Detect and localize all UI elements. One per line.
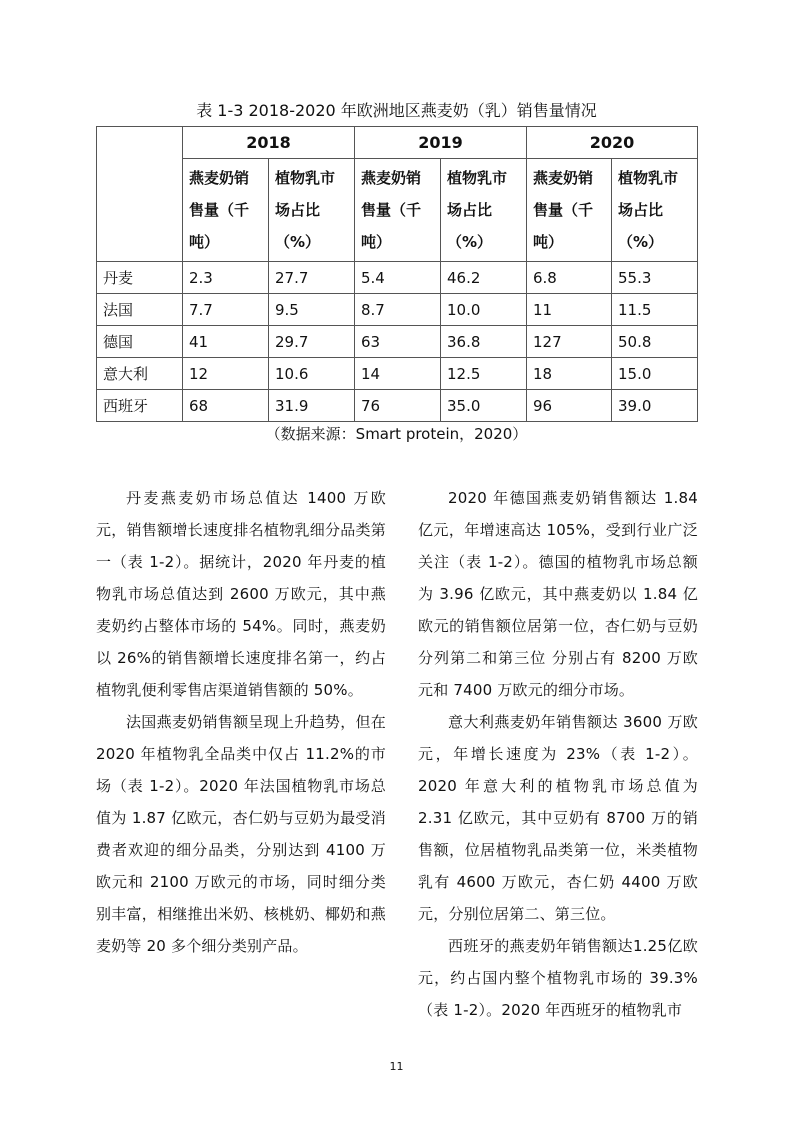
table-header-metrics: [97, 159, 698, 262]
value-cell: 9.5: [269, 294, 355, 326]
value-cell: 15.0: [612, 358, 698, 390]
paragraph-germany: 2020 年德国燕麦奶销售额达 1.84 亿元，年增速高达 105%，受到行业广泛关注（表 1-2）。德国的植物乳市场总额为 3.96 亿欧元，其中燕麦奶以 1.84 亿欧元的销售额位居第一位，杏仁奶与豆奶分列第二和第三位 分别占有 8200 万欧元和 7400 万欧元的细分市场。: [418, 489, 698, 699]
value-cell: 50.8: [612, 326, 698, 358]
value-cell: 27.7: [269, 262, 355, 294]
value-cell: 36.8: [441, 326, 527, 358]
year-header: 2018: [183, 127, 355, 159]
paragraph-france: 法国燕麦奶销售额呈现上升趋势，但在 2020 年植物乳全品类中仅占 11.2%的市场（表 1-2）。2020 年法国植物乳市场总值为 1.87 亿欧元，杏仁奶与豆奶为最受消费者欢迎的细分品类，分别达到 4100 万欧元和 2100 万欧元的市场，同时细分类别丰富，相继推出米奶、核桃奶、椰奶和燕麦奶等 20 多个细分类别产品。: [96, 713, 386, 955]
country-cell: 丹麦: [97, 262, 183, 294]
paragraph-spain: 西班牙的燕麦奶年销售额达1.25亿欧元，约占国内整个植物乳市场的 39.3%（表 1-2）。2020 年西班牙的植物乳市: [418, 937, 698, 1019]
table-row: [97, 326, 698, 358]
table-corner-cell: [97, 127, 183, 262]
value-cell: 8.7: [355, 294, 441, 326]
value-cell: 55.3: [612, 262, 698, 294]
value-cell: 12: [183, 358, 269, 390]
year-header: 2019: [355, 127, 527, 159]
page-number: 11: [389, 1060, 404, 1073]
value-cell: 2.3: [183, 262, 269, 294]
country-cell: 西班牙: [97, 390, 183, 422]
sales-volume-header: 燕麦奶销 售量（千 吨）: [355, 159, 441, 262]
value-cell: 10.0: [441, 294, 527, 326]
sales-volume-header: 燕麦奶销 售量（千 吨）: [183, 159, 269, 262]
country-cell: 法国: [97, 294, 183, 326]
value-cell: 46.2: [441, 262, 527, 294]
value-cell: 5.4: [355, 262, 441, 294]
value-cell: 11: [527, 294, 612, 326]
value-cell: 11.5: [612, 294, 698, 326]
value-cell: 18: [527, 358, 612, 390]
market-share-header: 植物乳市 场占比 （%）: [612, 159, 698, 262]
body-column-right: [418, 482, 698, 1026]
value-cell: 41: [183, 326, 269, 358]
value-cell: 29.7: [269, 326, 355, 358]
value-cell: 63: [355, 326, 441, 358]
sales-table: [96, 126, 698, 422]
year-header: 2020: [527, 127, 698, 159]
table-source-note: （数据来源：Smart protein，2020）: [265, 425, 528, 443]
value-cell: 39.0: [612, 390, 698, 422]
market-share-header: 植物乳市 场占比 （%）: [441, 159, 527, 262]
paragraph-italy: 意大利燕麦奶年销售额达 3600 万欧元，年增长速度为 23%（表 1-2）。2020 年意大利的植物乳市场总值为 2.31 亿欧元，其中豆奶有 8700 万的销售额，位居植物乳品类第一位，米类植物乳有 4600 万欧元，杏仁奶 4400 万欧元，分别位居第二、第三位。: [418, 713, 698, 923]
sales-volume-header: 燕麦奶销 售量（千 吨）: [527, 159, 612, 262]
value-cell: 7.7: [183, 294, 269, 326]
value-cell: 10.6: [269, 358, 355, 390]
value-cell: 12.5: [441, 358, 527, 390]
country-cell: 德国: [97, 326, 183, 358]
value-cell: 14: [355, 358, 441, 390]
value-cell: 6.8: [527, 262, 612, 294]
market-share-header: 植物乳市 场占比 （%）: [269, 159, 355, 262]
value-cell: 31.9: [269, 390, 355, 422]
body-column-left: [96, 482, 386, 962]
table-row: [97, 390, 698, 422]
table-header-years: [97, 127, 698, 159]
table-row: [97, 262, 698, 294]
value-cell: 96: [527, 390, 612, 422]
value-cell: 76: [355, 390, 441, 422]
paragraph-denmark: 丹麦燕麦奶市场总值达 1400 万欧元，销售额增长速度排名植物乳细分品类第一（表 1-2）。据统计，2020 年丹麦的植物乳市场总值达到 2600 万欧元，其中燕麦奶约占整体市场的 54%。同时，燕麦奶以 26%的销售额增长速度排名第一，约占植物乳便利零售店渠道销售额的 50%。: [96, 489, 386, 699]
country-cell: 意大利: [97, 358, 183, 390]
table-row: [97, 294, 698, 326]
table-row: [97, 358, 698, 390]
value-cell: 127: [527, 326, 612, 358]
value-cell: 68: [183, 390, 269, 422]
table-caption: 表 1-3 2018-2020 年欧洲地区燕麦奶（乳）销售量情况: [196, 101, 597, 120]
value-cell: 35.0: [441, 390, 527, 422]
